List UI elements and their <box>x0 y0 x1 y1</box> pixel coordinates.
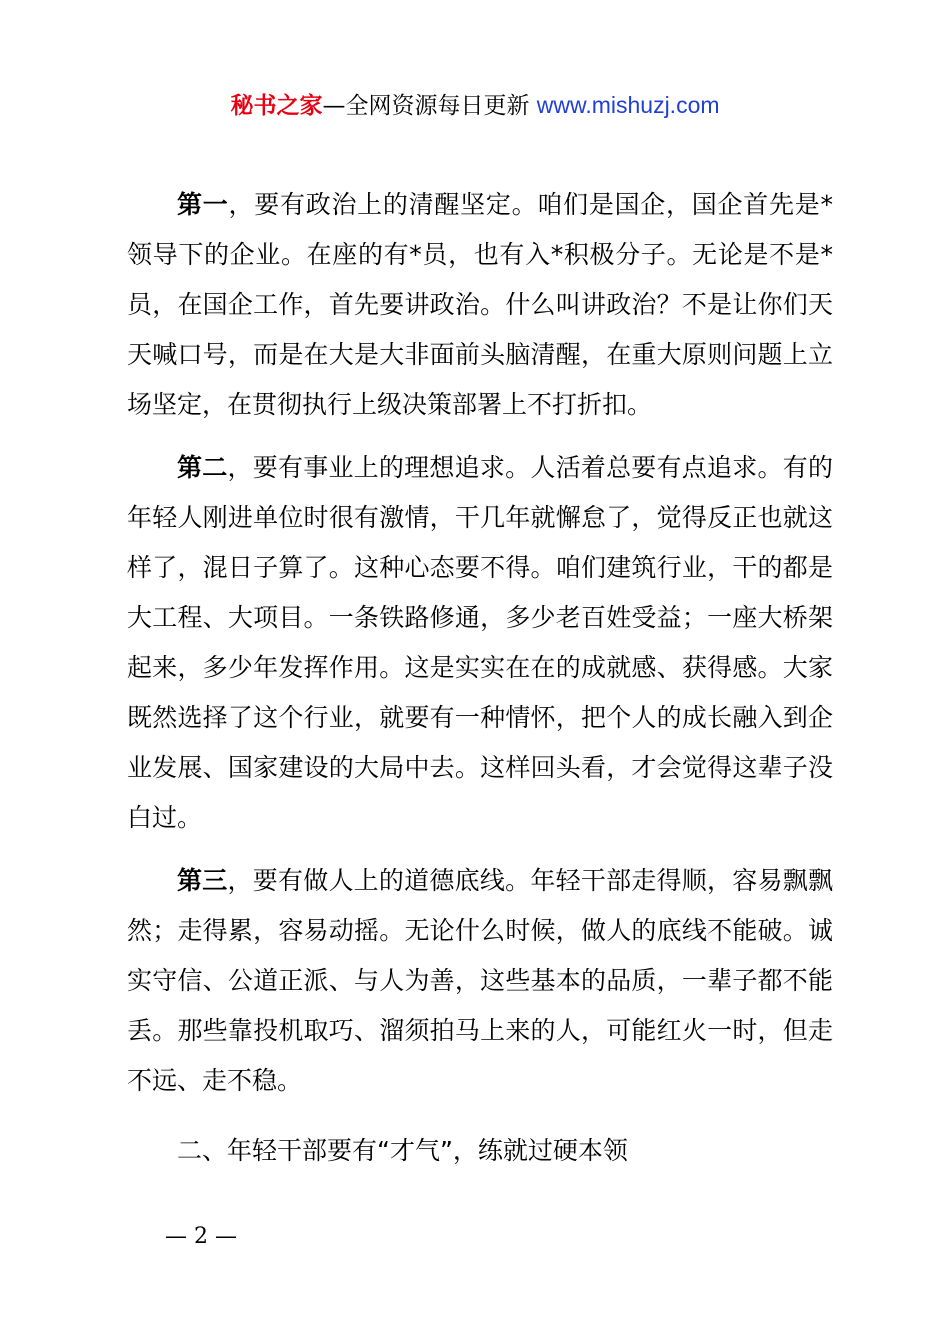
paragraph-third <box>127 856 833 1106</box>
paragraph-lead: 第一 <box>177 190 229 219</box>
paragraph-lead: 第二 <box>177 453 228 482</box>
header-tagline: —全网资源每日更新 <box>322 93 537 119</box>
site-header <box>0 88 950 123</box>
paragraph-lead: 第三 <box>177 866 228 895</box>
paragraph-first <box>127 180 833 430</box>
site-url[interactable]: www.mishuzj.com <box>536 92 720 118</box>
document-body <box>127 180 833 1176</box>
brand-name: 秘书之家 <box>230 93 323 119</box>
paragraph-text: ，要有事业上的理想追求。人活着总要有点追求。有的年轻人刚进单位时很有激情，干几年就懈怠了，觉得反正也就这样了，混日子算了。这种心态要不得。咱们建筑行业，干的都是大工程、大项目。一条铁路修通，多少老百姓受益；一座大桥架起来，多少年发挥作用。这是实实在在的成就感、获得感。大家既然选择了这个行业，就要有一种情怀，把个人的成长融入到企业发展、国家建设的大局中去。这样回头看，才会觉得这辈子没白过。 <box>127 453 833 832</box>
page-number: — 2 — <box>165 1224 237 1249</box>
paragraph-text: ，要有政治上的清醒坚定。咱们是国企，国企首先是*领导下的企业。在座的有*员，也有入*积极分子。无论是不是*员，在国企工作，首先要讲政治。什么叫讲政治？不是让你们天天喊口号，而是在大是大非面前头脑清醒，在重大原则问题上立场坚定，在贯彻执行上级决策部署上不打折扣。 <box>127 190 833 419</box>
paragraph-second <box>127 443 833 843</box>
section-heading: 二、年轻干部要有“才气”，练就过硬本领 <box>177 1136 628 1165</box>
paragraph-text: ，要有做人上的道德底线。年轻干部走得顺，容易飘飘然；走得累，容易动摇。无论什么时候，做人的底线不能破。诚实守信、公道正派、与人为善，这些基本的品质，一辈子都不能丢。那些靠投机取巧、溜须拍马上来的人，可能红火一时，但走不远、走不稳。 <box>127 866 833 1095</box>
